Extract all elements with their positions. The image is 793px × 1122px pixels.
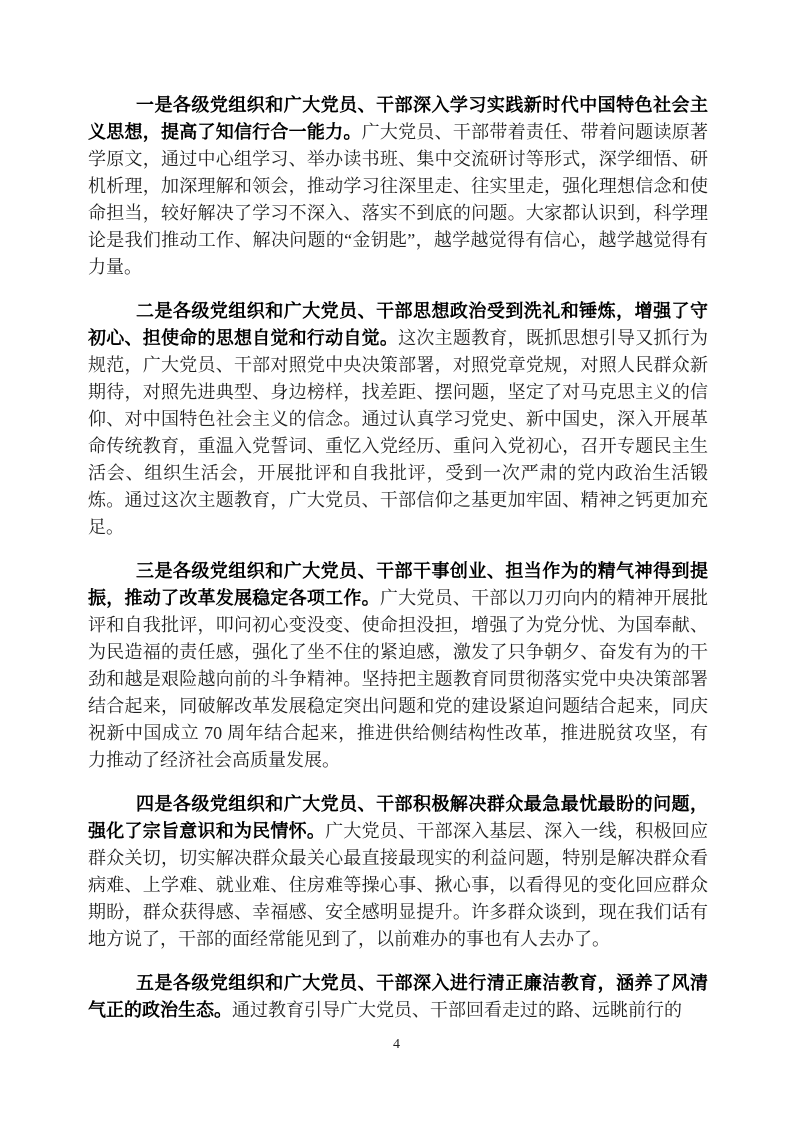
paragraph-5: [88, 970, 708, 1024]
paragraph-2: [88, 298, 708, 541]
paragraph-5-lead: 五是各级党组织和广大党员、干部深入进行清正廉洁教育，涵养了风清气正的政治生态。: [88, 973, 708, 1020]
paragraph-2-lead: 二是各级党组织和广大党员、干部思想政治受到洗礼和锤炼，增强了守初心、担使命的思想自觉和行动自觉。: [88, 301, 708, 348]
paragraph-3-body: 广大党员、干部以刀刃向内的精神开展批评和自我批评，叩问初心变没变、使命担没担，增强了为党分忧、为国奉献、为民造福的责任感，强化了坐不住的紧迫感，激发了只争朝夕、奋发有为的干劲和越是艰险越向前的斗争精神。坚持把主题教育同贯彻落实党中央决策部署结合起来，同破解改革发展稳定突出问题和党的建设紧迫问题结合起来，同庆祝新中国成立 70 周年结合起来，推进供给侧结构性改革，推进脱贫攻坚，有力推动了经济社会高质量发展。: [88, 588, 709, 770]
paragraph-1-body: 广大党员、干部带着责任、带着问题读原著学原文，通过中心组学习、举办读书班、集中交流研讨等形式，深学细悟、研机析理，加深理解和领会，推动学习往深里走、往实里走，强化理想信念和使命担当，较好解决了学习不深入、落实不到底的问题。大家都认识到，科学理论是我们推动工作、解决问题的“金钥匙”，越学越觉得有信心，越学越觉得有力量。: [88, 122, 709, 277]
paragraph-4-body: 广大党员、干部深入基层、深入一线，积极回应群众关切，切实解决群众最关心最直接最现实的利益问题，特别是解决群众看病难、上学难、就业难、住房难等操心事、揪心事，以看得见的变化回应群众期盼，群众获得感、幸福感、安全感明显提升。许多群众谈到，现在我们话有地方说了，干部的面经常能见到了，以前难办的事也有人去办了。: [88, 821, 709, 949]
paragraph-3: [88, 558, 708, 774]
paragraph-5-body: 通过教育引导广大党员、干部回看走过的路、远眺前行的: [232, 1000, 682, 1020]
paragraph-3-lead: 三是各级党组织和广大党员、干部干事创业、担当作为的精气神得到提振，推动了改革发展稳定各项工作。: [88, 561, 708, 608]
paragraph-4-lead: 四是各级党组织和广大党员、干部积极解决群众最急最忧最盼的问题，强化了宗旨意识和为民情怀。: [88, 794, 708, 841]
page-number: 4: [393, 1037, 400, 1052]
paragraph-1: [88, 92, 708, 281]
paragraph-2-body: 这次主题教育，既抓思想引导又抓行为规范，广大党员、干部对照党中央决策部署，对照党章党规，对照人民群众新期待，对照先进典型、身边榜样，找差距、摆问题，坚定了对马克思主义的信仰、对中国特色社会主义的信念。通过认真学习党史、新中国史，深入开展革命传统教育，重温入党誓词、重忆入党经历、重问入党初心，召开专题民主生活会、组织生活会，开展批评和自我批评，受到一次严肃的党内政治生活锻炼。通过这次主题教育，广大党员、干部信仰之基更加牢固、精神之钙更加充足。: [88, 328, 709, 537]
paragraph-1-lead: 一是各级党组织和广大党员、干部深入学习实践新时代中国特色社会主义思想，提高了知信行合一能力。: [88, 95, 708, 142]
paragraph-4: [88, 791, 708, 953]
document-body: [88, 92, 708, 1024]
